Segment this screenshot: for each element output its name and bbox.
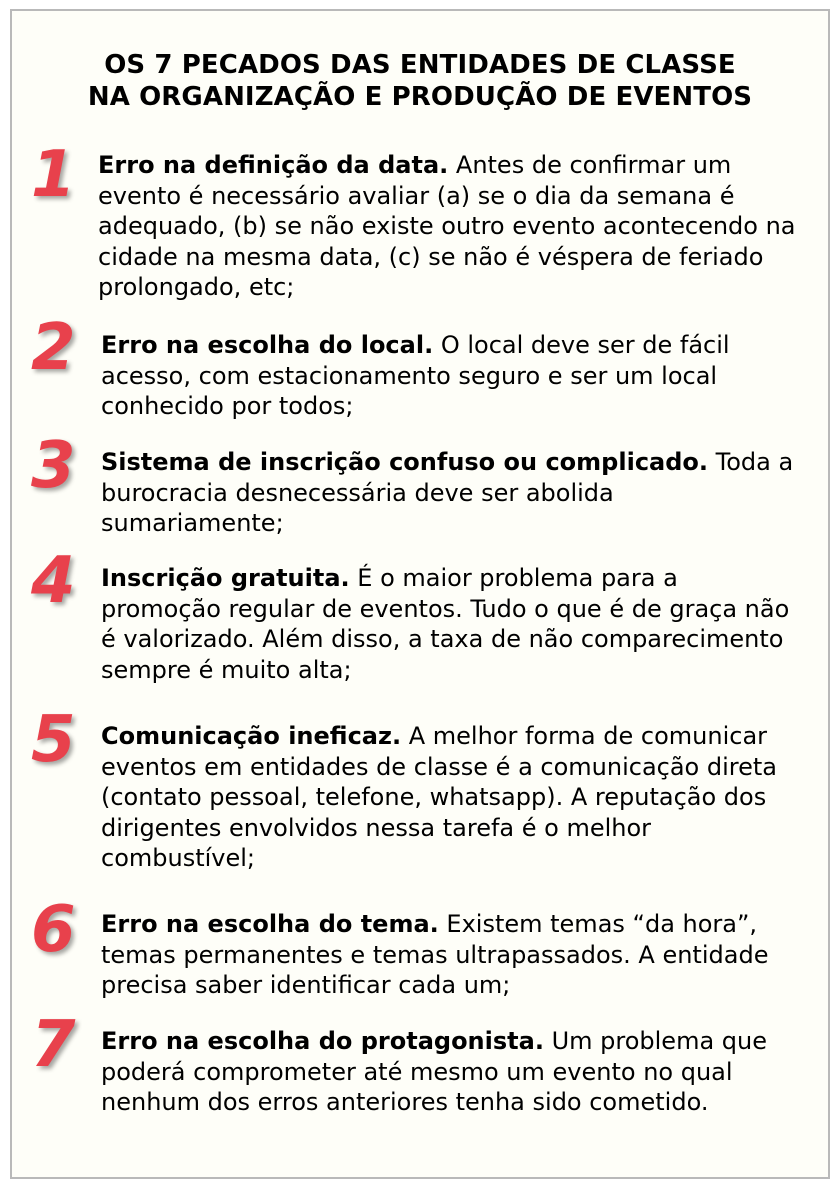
item-heading: Sistema de inscrição confuso ou complicado. bbox=[101, 448, 709, 476]
item-text bbox=[101, 721, 801, 874]
item-number: 1 bbox=[31, 138, 76, 212]
item-number: 6 bbox=[31, 893, 76, 967]
item-number: 5 bbox=[31, 703, 76, 777]
item-number: 7 bbox=[31, 1008, 76, 1082]
item-body: A melhor forma de comunicar eventos em entidades de classe é a comunicação direta (contato pessoal, telefone, whatsapp). A reputação dos dirigentes envolvidos nessa tarefa é o melhor combustível; bbox=[101, 722, 777, 872]
item-heading: Erro na definição da data. bbox=[98, 151, 449, 179]
item-number: 4 bbox=[31, 544, 76, 618]
item-text bbox=[101, 563, 801, 685]
item-body: Existem temas “da hora”, temas permanentes e temas ultrapassados. A entidade precisa saber identificar cada um; bbox=[101, 910, 769, 999]
item-text bbox=[101, 1026, 801, 1118]
item-text bbox=[98, 150, 803, 303]
item-number: 2 bbox=[31, 311, 76, 385]
item-text bbox=[101, 330, 801, 422]
item-body: Um problema que poderá comprometer até mesmo um evento no qual nenhum dos erros anteriores tenha sido cometido. bbox=[101, 1027, 767, 1116]
item-body: Antes de confirmar um evento é necessário avaliar (a) se o dia da semana é adequado, (b) se não existe outro evento acontecendo na cidade na mesma data, (c) se não é véspera de feriado prolongado, etc; bbox=[98, 151, 796, 301]
item-text bbox=[101, 909, 821, 1001]
page-title bbox=[0, 49, 840, 113]
title-line-2: NA ORGANIZAÇÃO E PRODUÇÃO DE EVENTOS bbox=[87, 82, 753, 112]
item-body: É o maior problema para a promoção regular de eventos. Tudo o que é de graça não é valorizado. Além disso, a taxa de não comparecimento sempre é muito alta; bbox=[101, 564, 790, 684]
item-body: Toda a burocracia desnecessária deve ser abolida sumariamente; bbox=[101, 448, 794, 537]
item-heading: Erro na escolha do tema. bbox=[101, 910, 439, 938]
item-heading: Inscrição gratuita. bbox=[101, 564, 350, 592]
title-line-1: OS 7 PECADOS DAS ENTIDADES DE CLASSE bbox=[104, 50, 736, 80]
item-heading: Erro na escolha do protagonista. bbox=[101, 1027, 544, 1055]
item-number: 3 bbox=[31, 429, 76, 503]
item-body: O local deve ser de fácil acesso, com estacionamento seguro e ser um local conhecido por todos; bbox=[101, 331, 730, 420]
item-text bbox=[101, 447, 801, 539]
item-heading: Comunicação ineficaz. bbox=[101, 722, 402, 750]
item-heading: Erro na escolha do local. bbox=[101, 331, 434, 359]
